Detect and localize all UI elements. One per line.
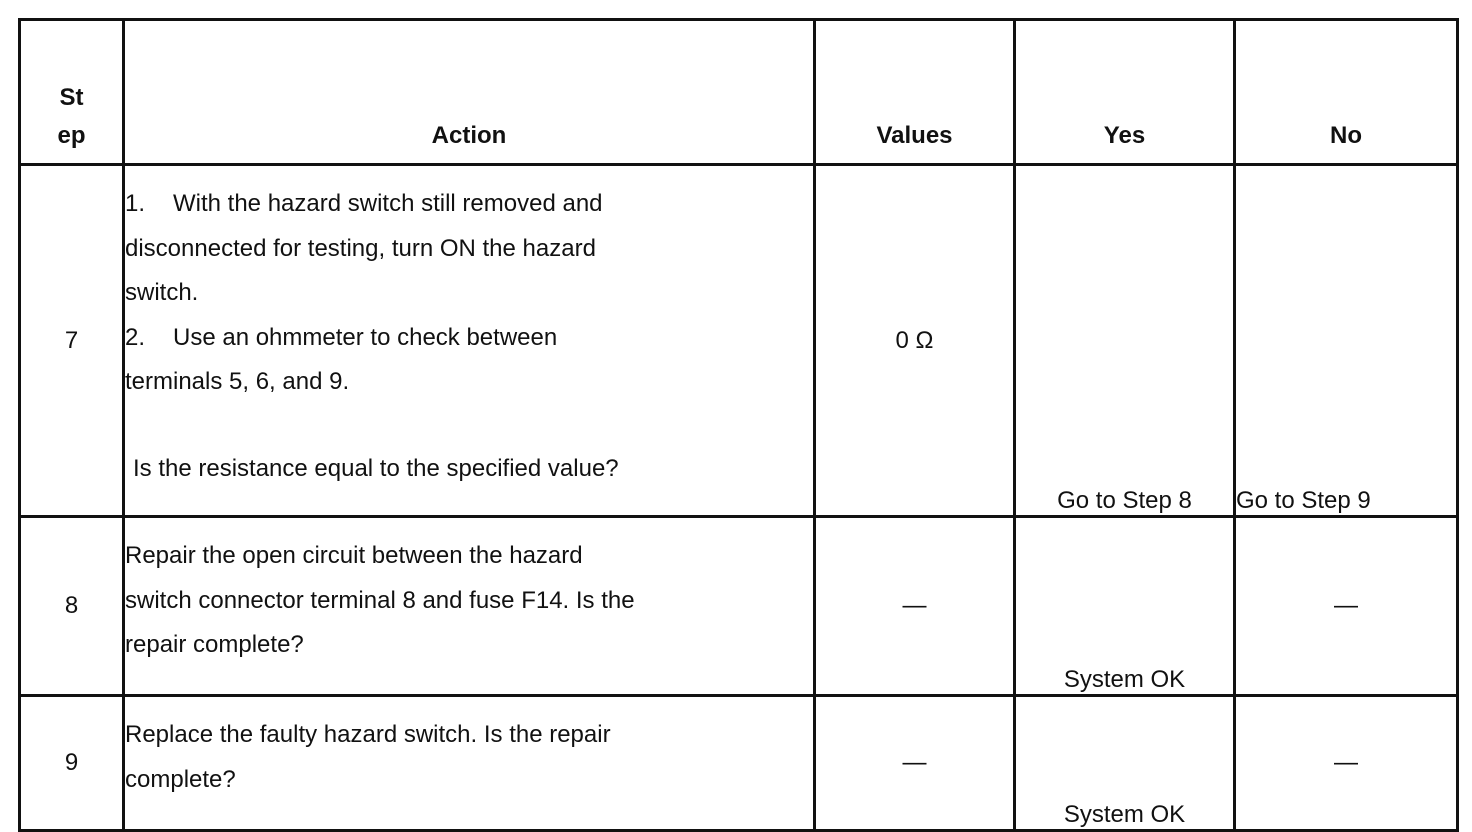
action-line: repair complete?: [125, 631, 304, 658]
table-row: [20, 165, 1458, 517]
value-cell: —: [815, 517, 1015, 696]
table-row: [20, 696, 1458, 831]
header-values: Values: [815, 20, 1015, 165]
header-step-l2: ep: [57, 122, 86, 149]
yes-cell: Go to Step 8: [1015, 165, 1235, 517]
action-text: Use an ohmmeter to check between: [173, 323, 558, 351]
header-row: [20, 20, 1458, 165]
header-step-l1: St: [59, 84, 84, 111]
no-cell: —: [1235, 696, 1458, 831]
action-line: switch connector terminal 8 and fuse F14. Is the: [125, 586, 635, 614]
action-line: Replace the faulty hazard switch. Is the repair: [125, 721, 611, 748]
yes-cell: System OK: [1015, 517, 1235, 696]
action-line: terminals 5, 6, and 9.: [125, 368, 350, 395]
table-row: [20, 517, 1458, 696]
header-step: [20, 20, 124, 165]
action-line: switch.: [125, 279, 199, 306]
header-action: Action: [124, 20, 815, 165]
action-question: Is the resistance equal to the specified value?: [133, 454, 619, 482]
step-number: 9: [20, 696, 124, 831]
item-number: 1.: [125, 190, 146, 217]
step-number: 8: [20, 517, 124, 696]
action-cell: [124, 517, 815, 696]
action-cell: [124, 165, 815, 517]
action-line: [125, 316, 813, 361]
action-line: complete?: [125, 765, 236, 793]
step-number: 7: [20, 165, 124, 517]
action-line: Repair the open circuit between the hazard: [125, 542, 583, 569]
header-no: No: [1235, 20, 1458, 165]
action-line: disconnected for testing, turn ON the hazard: [125, 234, 596, 262]
action-text: With the hazard switch still removed and: [173, 190, 603, 217]
no-cell: —: [1235, 517, 1458, 696]
action-line: [125, 182, 813, 227]
yes-cell: System OK: [1015, 696, 1235, 831]
action-cell: [124, 696, 815, 831]
diagnostic-table: [18, 18, 1459, 832]
item-number: 2.: [125, 323, 146, 351]
value-cell: —: [815, 696, 1015, 831]
no-cell: Go to Step 9: [1235, 165, 1458, 517]
header-yes: Yes: [1015, 20, 1235, 165]
value-cell: 0 Ω: [815, 165, 1015, 517]
